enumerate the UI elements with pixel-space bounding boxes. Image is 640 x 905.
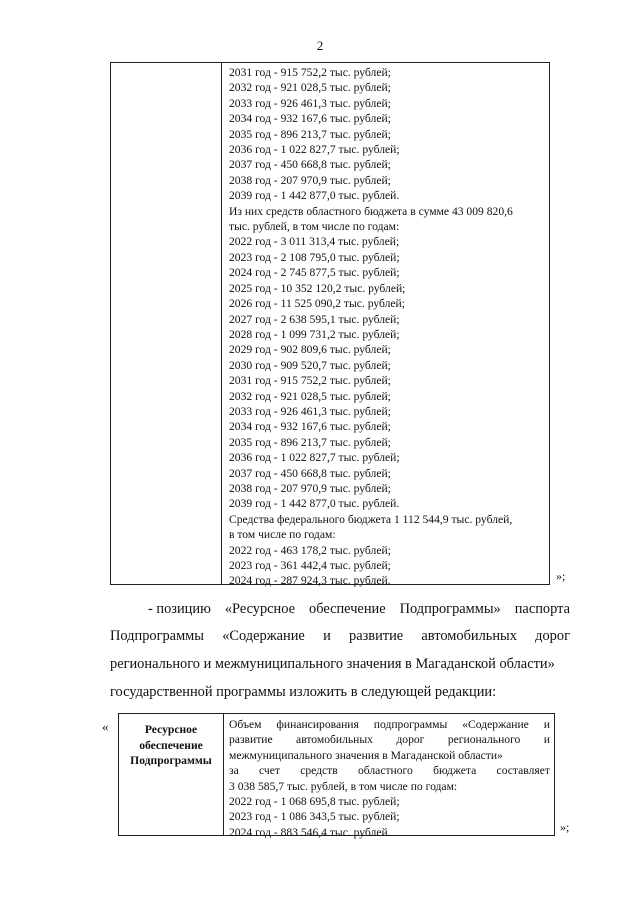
closing-quote: »; xyxy=(556,569,566,583)
table-line: 2036 год - 1 022 827,7 тыс. рублей; xyxy=(229,451,400,465)
word: счет xyxy=(258,764,280,778)
closing-quote: »; xyxy=(560,820,570,834)
table-line: 2031 год - 915 752,2 тыс. рублей; xyxy=(229,374,391,388)
table-line: 2037 год - 450 668,8 тыс. рублей; xyxy=(229,466,391,480)
table-column-divider xyxy=(221,63,222,584)
word: «Ресурсное xyxy=(224,601,296,617)
table-line: Из них средств областного бюджета в сумме 43 009 820,6 xyxy=(229,204,513,218)
table-line: 3 038 585,7 тыс. рублей, в том числе по годам: xyxy=(229,779,458,793)
table-line: 2035 год - 896 213,7 тыс. рублей; xyxy=(229,127,391,141)
table-line: 2038 год - 207 970,9 тыс. рублей; xyxy=(229,481,391,495)
table-line: 2026 год - 11 525 090,2 тыс. рублей; xyxy=(229,297,405,311)
table-line: межмуниципального значения в Магаданской области» xyxy=(229,748,503,762)
table-line: 2032 год - 921 028,5 тыс. рублей; xyxy=(229,81,391,95)
paragraph-line: регионального и межмуниципального значения в Магаданской области» xyxy=(110,656,555,672)
table-line: 2024 год - 2 745 877,5 тыс. рублей; xyxy=(229,266,400,280)
table-line: в том числе по годам: xyxy=(229,528,336,542)
word: и xyxy=(543,718,550,731)
paragraph-line xyxy=(110,628,570,644)
table-line: 2027 год - 2 638 595,1 тыс. рублей; xyxy=(229,312,400,326)
word: составляет xyxy=(496,764,550,778)
word: финансирования xyxy=(276,718,359,731)
word: бюджета xyxy=(433,764,477,778)
opening-quote: « xyxy=(102,719,109,734)
word: за xyxy=(229,764,239,778)
word: обеспечение xyxy=(309,601,386,617)
table-line: 2033 год - 926 461,3 тыс. рублей; xyxy=(229,96,391,110)
table-line: 2023 год - 2 108 795,0 тыс. рублей; xyxy=(229,250,400,264)
label-line: Ресурсное xyxy=(144,723,198,736)
table-line: 2038 год - 207 970,9 тыс. рублей; xyxy=(229,173,391,187)
word: и xyxy=(543,733,550,747)
table-line: 2028 год - 1 099 731,2 тыс. рублей; xyxy=(229,327,400,341)
paragraph-line: государственной программы изложить в следующей редакции: xyxy=(110,684,497,700)
funding-table-content xyxy=(229,65,545,589)
word: - позицию xyxy=(148,601,211,617)
word: «Содержание xyxy=(462,718,529,731)
table-line: 2023 год - 1 086 343,5 тыс. рублей; xyxy=(229,810,400,824)
word: развитие xyxy=(349,628,404,644)
table-line: 2034 год - 932 167,6 тыс. рублей; xyxy=(229,112,391,126)
word: областного xyxy=(357,764,413,778)
word: автомобильных xyxy=(421,628,517,644)
table-line: 2039 год - 1 442 877,0 тыс. рублей. xyxy=(229,189,400,203)
table-line: тыс. рублей, в том числе по годам: xyxy=(229,220,400,234)
table-line: Средства федерального бюджета 1 112 544,9 тыс. рублей, xyxy=(229,512,513,526)
word: дорог xyxy=(396,733,425,747)
word: и xyxy=(323,628,331,644)
row-content xyxy=(229,717,550,840)
word: средств xyxy=(300,764,338,778)
table-line: 2029 год - 902 809,6 тыс. рублей; xyxy=(229,343,391,357)
funding-table-continued xyxy=(110,62,550,588)
table-line: 2024 год - 287 924,3 тыс. рублей. xyxy=(229,574,391,588)
word: Подпрограммы xyxy=(110,628,204,644)
table-line: 2022 год - 463 178,2 тыс. рублей; xyxy=(229,543,391,557)
table-line: 2032 год - 921 028,5 тыс. рублей; xyxy=(229,389,391,403)
table-line: 2031 год - 915 752,2 тыс. рублей; xyxy=(229,66,391,79)
row-label xyxy=(119,722,223,769)
table-line: 2022 год - 1 068 695,8 тыс. рублей; xyxy=(229,795,400,809)
table-column-divider xyxy=(223,714,224,835)
resource-provision-table xyxy=(118,713,555,839)
label-line: обеспечение xyxy=(139,738,203,752)
word: регионального xyxy=(447,733,521,747)
table-line: 2039 год - 1 442 877,0 тыс. рублей. xyxy=(229,497,400,511)
table-line: 2025 год - 10 352 120,2 тыс. рублей; xyxy=(229,281,406,295)
table-line xyxy=(229,763,550,778)
paragraph-line xyxy=(110,601,570,617)
word: Объем xyxy=(229,718,262,731)
word: «Содержание xyxy=(222,628,305,644)
table-line: 2033 год - 926 461,3 тыс. рублей; xyxy=(229,404,391,418)
word: Подпрограммы» xyxy=(399,601,501,617)
table-line: 2037 год - 450 668,8 тыс. рублей; xyxy=(229,158,391,172)
page-number: 2 xyxy=(316,38,324,53)
table-line: 2030 год - 909 520,7 тыс. рублей; xyxy=(229,358,391,372)
word: паспорта xyxy=(514,601,570,617)
table-line: 2034 год - 932 167,6 тыс. рублей; xyxy=(229,420,391,434)
word: подпрограммы xyxy=(373,718,448,731)
word: дорог xyxy=(535,628,570,644)
word: развитие xyxy=(229,733,273,747)
label-line: Подпрограммы xyxy=(130,754,212,767)
table-line: 2023 год - 361 442,4 тыс. рублей; xyxy=(229,559,391,572)
table-line xyxy=(229,717,550,732)
table-line: 2035 год - 896 213,7 тыс. рублей; xyxy=(229,435,391,449)
table-line: 2022 год - 3 011 313,4 тыс. рублей; xyxy=(229,235,400,249)
table-line: 2036 год - 1 022 827,7 тыс. рублей; xyxy=(229,143,400,157)
table-line: 2024 год - 883 546,4 тыс. рублей. xyxy=(229,825,391,839)
table-line xyxy=(229,732,550,747)
word: автомобильных xyxy=(296,733,373,747)
